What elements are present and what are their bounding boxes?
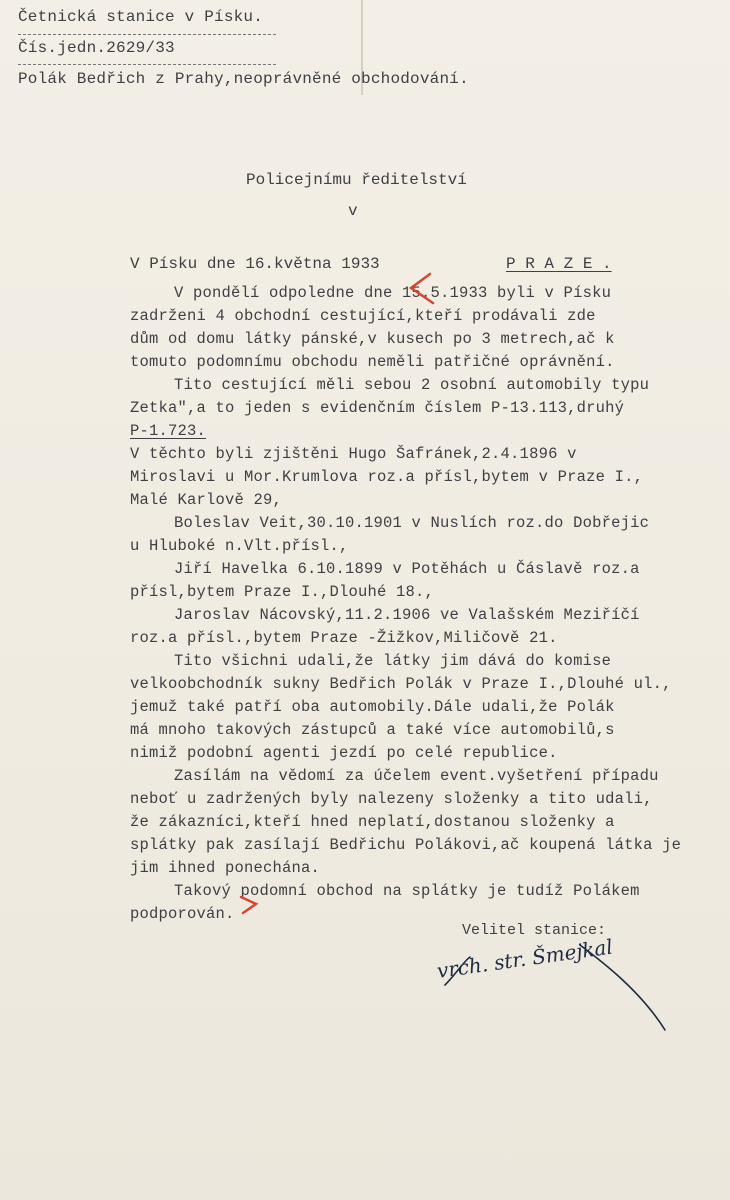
- body-line: Tito všichni udali,že látky jim dává do komise: [174, 652, 612, 670]
- body-line: roz.a přísl.,bytem Praze -Žižkov,Miličově 21.: [130, 629, 558, 647]
- body-line: splátky pak zasílají Bedřichu Polákovi,ač koupená látka je: [130, 836, 682, 854]
- body-line: přísl,bytem Praze I.,Dlouhé 18.,: [130, 583, 435, 601]
- body-line: jim ihned ponechána.: [130, 859, 321, 877]
- body-line: Zetka",a to jeden s evidenčním číslem P-13.113,druhý: [130, 399, 625, 417]
- reference-number: Čís.jedn.2629/33: [18, 39, 175, 57]
- body-line: u Hluboké n.Vlt.přísl.,: [130, 537, 349, 555]
- body-line: jemuž také patří oba automobily.Dále udali,že Polák: [130, 698, 615, 716]
- body-line: Malé Karlově 29,: [130, 491, 283, 509]
- body-line: zadrženi 4 obchodní cestující,kteří prodávali zde: [130, 307, 596, 325]
- body-line: že zákazníci,kteří hned neplatí,dostanou složenky a: [130, 813, 615, 831]
- signature-stroke: [580, 945, 665, 1030]
- body-line: Zasílám na vědomí za účelem event.vyšetření případu: [174, 767, 659, 785]
- body-line: V těchto byli zjištěni Hugo Šafránek,2.4.1896 v: [130, 445, 577, 463]
- body-line: neboť u zadržených byly nalezeny složenky a tito udali,: [130, 790, 653, 808]
- body-line: nimiž podobní agenti jezdí po celé republice.: [130, 744, 558, 762]
- body-line: podporován.: [130, 905, 235, 923]
- body-line: Tito cestující měli sebou 2 osobní automobily typu: [174, 376, 650, 394]
- body-line: Jaroslav Nácovský,11.2.1906 ve Valašském Meziříčí: [174, 606, 640, 624]
- recipient: Policejnímu ředitelství: [246, 171, 467, 189]
- station-name: Četnická stanice v Písku.: [18, 8, 264, 26]
- signature-stroke: [445, 957, 470, 985]
- body-line: má mnoho takových zástupců a také více automobilů,s: [130, 721, 615, 739]
- signature-label: Velitel stanice:: [462, 922, 607, 939]
- body-line: dům od domu látky pánské,v kusech po 3 metrech,ač k: [130, 330, 615, 348]
- subject-line: Polák Bedřich z Prahy,neoprávněné obchodování.: [18, 70, 469, 88]
- svg-text:vrch. str. Šmejkal: vrch. str. Šmejkal: [435, 934, 615, 983]
- place-date: V Písku dne 16.května 1933: [130, 255, 380, 273]
- body-line: velkoobchodník sukny Bedřich Polák v Praze I.,Dlouhé ul.,: [130, 675, 672, 693]
- recipient-preposition: v: [348, 202, 358, 220]
- body-line: Miroslavi u Mor.Krumlova roz.a přísl,bytem v Praze I.,: [130, 468, 644, 486]
- body-line: tomuto podomnímu obchodu neměli patřičné oprávnění.: [130, 353, 615, 371]
- body-line: Boleslav Veit,30.10.1901 v Nuslích roz.do Dobřejic: [174, 514, 650, 532]
- header-divider: [18, 34, 276, 35]
- header-divider: [18, 64, 276, 65]
- handwritten-signature: [435, 935, 665, 1030]
- body-line: V pondělí odpoledne dne 15.5.1933 byli v Písku: [174, 284, 612, 302]
- body-line: Jiří Havelka 6.10.1899 v Potěhách u Čáslavě roz.a: [174, 560, 640, 578]
- destination-city: P R A Z E .: [506, 255, 612, 273]
- body-line: Takový podomní obchod na splátky je tudíž Polákem: [174, 882, 640, 900]
- body-line: P-1.723.: [130, 422, 207, 440]
